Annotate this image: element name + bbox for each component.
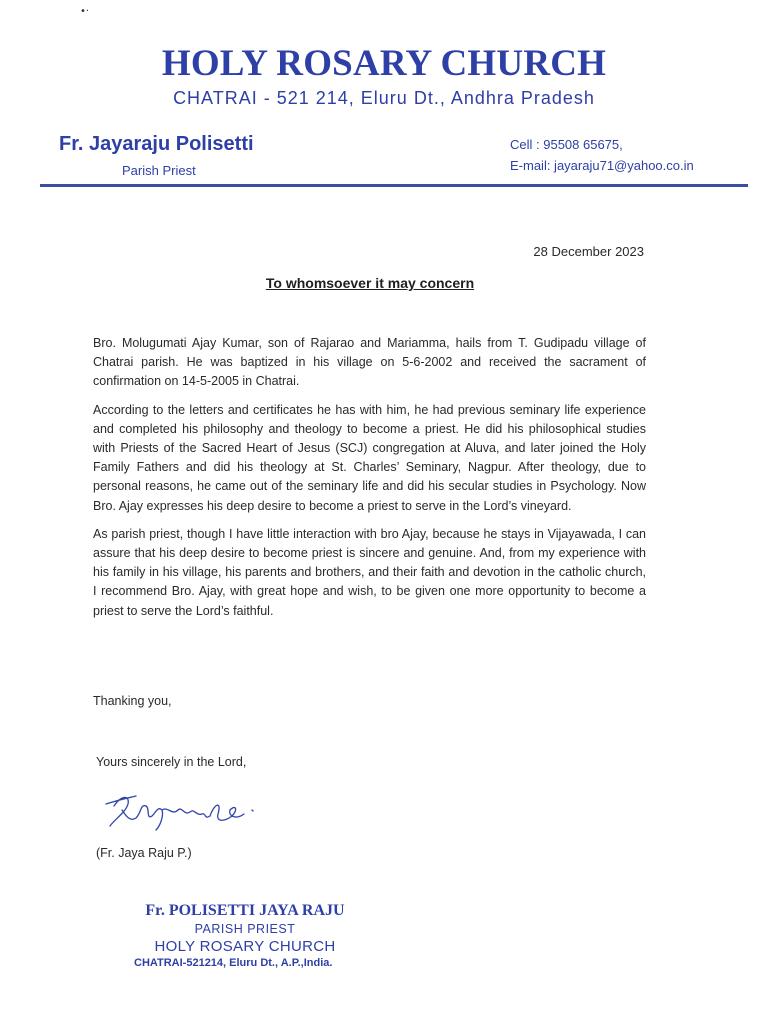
stamp-church: HOLY ROSARY CHURCH: [154, 938, 336, 955]
body-paragraph-2: According to the letters and certificates he has with him, he had previous seminary life experience and completed his philosophy and theology to become a priest. He did his philosophical studies with Priests of the Sacred Heart of Jesus (SCJ) congregation at Aluva, and later joined the Holy Family Fathers and did his theology at St. Charles’ Seminary, Nagpur. After theology, due to personal reasons, he came out of the seminary life and did his secular studies in Psychology. Now Bro. Ajay expresses his deep desire to become a priest to serve in the Lord’s vineyard.: [93, 402, 646, 513]
parish-stamp: [130, 900, 360, 971]
closing-valediction: Yours sincerely in the Lord,: [96, 755, 247, 769]
body-paragraph-1: Bro. Molugumati Ajay Kumar, son of Rajarao and Mariamma, hails from T. Gudipadu village of Chatrai parish. He was baptized in his village on 5-6-2002 and received the sacrament of confirmation on 14-5-2005 in Chatrai.: [93, 336, 646, 389]
signer-name: (Fr. Jaya Raju P.): [96, 846, 192, 860]
handwritten-signature: [100, 786, 270, 834]
church-name: HOLY ROSARY CHURCH: [161, 43, 607, 84]
closing-thanks: Thanking you,: [93, 694, 172, 708]
priest-name: Fr. Jayaraju Polisetti: [59, 133, 254, 155]
contact-email: E-mail: jayaraju71@yahoo.co.in: [510, 158, 694, 173]
contact-cell: Cell : 95508 65675,: [510, 137, 623, 152]
stamp-name: Fr. POLISETTI JAYA RAJU: [145, 902, 345, 919]
letter-body: [93, 334, 646, 630]
stamp-address: CHATRAI-521214, Eluru Dt., A.P.,India.: [134, 957, 333, 969]
priest-title: Parish Priest: [122, 163, 196, 178]
body-paragraph-3: As parish priest, though I have little interaction with bro Ajay, because he stays in Vijayawada, I can assure that his deep desire to become priest is sincere and genuine. And, from my experience with his family in his village, his parents and brothers, and their faith and devotion in the catholic church, I recommend Bro. Ajay, with great hope and wish, to be given one more opportunity to become a priest to serve the Lord’s faithful.: [93, 526, 646, 618]
church-address: CHATRAI - 521 214, Eluru Dt., Andhra Pradesh: [173, 88, 595, 108]
scan-speck: •·: [80, 6, 90, 17]
header-divider: [40, 184, 748, 187]
stamp-title: PARISH PRIEST: [194, 922, 296, 936]
letter-subject: To whomsoever it may concern: [265, 275, 475, 291]
letter-date: 28 December 2023: [533, 244, 644, 259]
